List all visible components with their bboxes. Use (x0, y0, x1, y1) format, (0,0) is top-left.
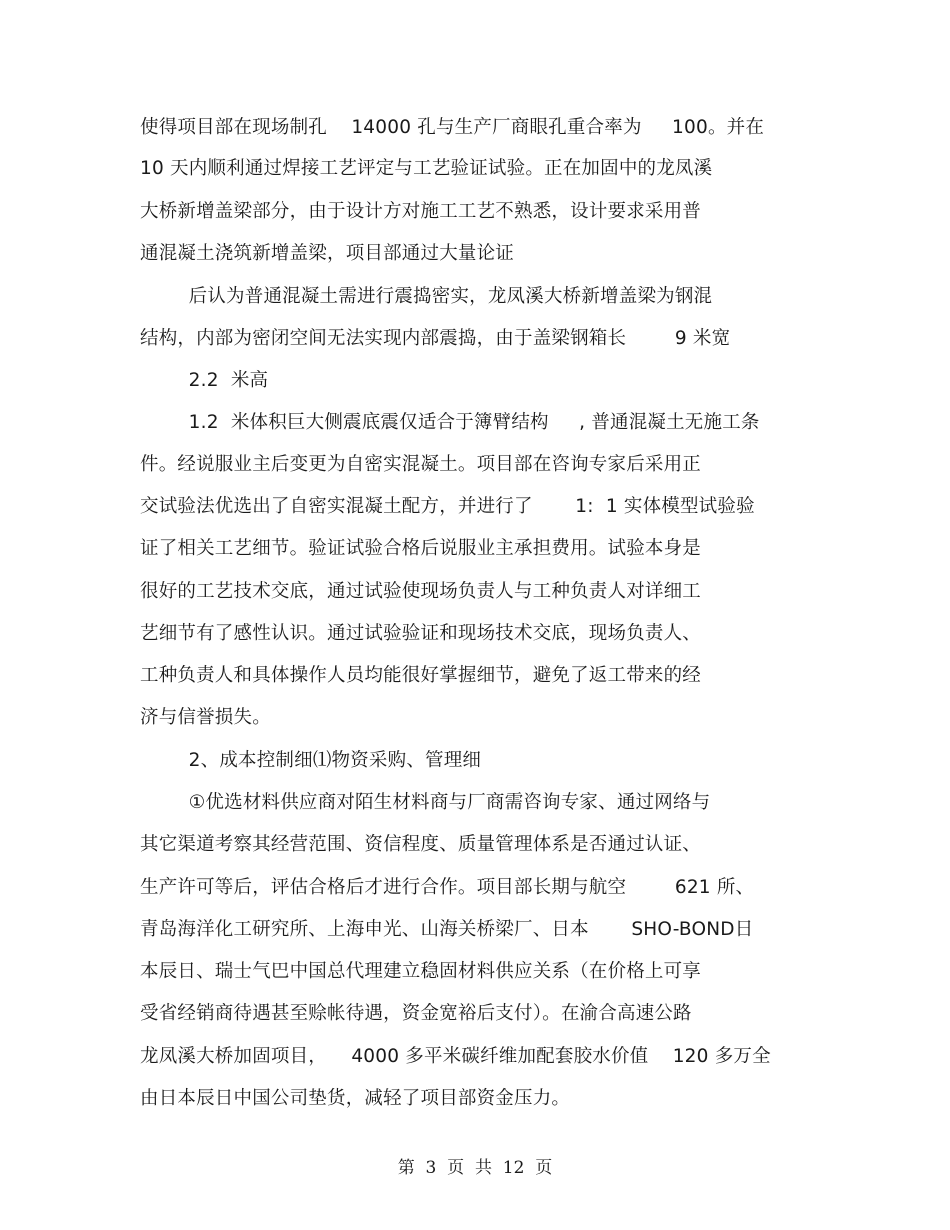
text-line: 交试验法优选出了自密实混凝土配方，并进行了 1: 1 实体模型试验验 (140, 496, 755, 517)
text-line: 本辰日、瑞士气巴中国总代理建立稳固材料供应关系（在价格上可享 (140, 961, 702, 982)
text-line: 2、成本控制细⑴物资采购、管理细 (140, 750, 482, 771)
text-line: ①优选材料供应商对陌生材料商与厂商需咨询专家、通过网络与 (140, 792, 711, 813)
text-line: 10 天内顺利通过焊接工艺评定与工艺验证试验。正在加固中的龙凤溪 (140, 158, 713, 179)
text-line: 后认为普通混凝土需进行震捣密实，龙凤溪大桥新增盖梁为钢混 (140, 286, 713, 307)
text-line: 1.2 米体积巨大侧震底震仅适合于簿臂结构 , 普通混凝土无施工条 (140, 412, 760, 433)
text-line: 受省经销商待遇甚至赊帐待遇，资金宽裕后支付）。在渝合高速公路 (140, 1003, 692, 1024)
text-line: 件。经说服业主后变更为自密实混凝土。项目部在咨询专家后采用正 (140, 454, 702, 475)
text-line: 很好的工艺技术交底，通过试验使现场负责人与工种负责人对详细工 (140, 581, 702, 602)
text-line: 工种负责人和具体操作人员均能很好掌握细节，避免了返工带来的经 (140, 665, 702, 686)
text-line: 由日本辰日中国公司垫货，减轻了项目部资金压力。 (140, 1088, 571, 1109)
text-line: 使得项目部在现场制孔 14000 孔与生产厂商眼孔重合率为 100。并在 (140, 117, 765, 138)
text-line: 生产许可等后，评估合格后才进行合作。项目部长期与航空 621 所、 (140, 877, 755, 898)
page-number-footer: 第 3 页 共 12 页 (397, 1158, 553, 1178)
text-line: 青岛海洋化工研究所、上海申光、山海关桥梁厂、日本 SHO-BOND日 (140, 919, 754, 940)
text-line: 济与信誉损失。 (140, 707, 271, 728)
text-line: 通混凝土浇筑新增盖梁，项目部通过大量论证 (140, 243, 515, 264)
text-line: 大桥新增盖梁部分，由于设计方对施工工艺不熟悉，设计要求采用普 (140, 201, 702, 222)
text-line: 龙凤溪大桥加固项目， 4000 多平米碳纤维加配套胶水价值 120 多万全 (140, 1046, 771, 1067)
text-line: 艺细节有了感性认识。通过试验验证和现场技术交底，现场负责人、 (140, 623, 702, 644)
text-line: 证了相关工艺细节。验证试验合格后说服业主承担费用。试验本身是 (140, 538, 702, 559)
text-line: 其它渠道考察其经营范围、资信程度、质量管理体系是否通过认证、 (140, 834, 702, 855)
text-line: 结构，内部为密闭空间无法实现内部震捣，由于盖梁钢箱长 9 米宽 (140, 328, 731, 349)
text-line: 2.2 米高 (140, 370, 269, 391)
